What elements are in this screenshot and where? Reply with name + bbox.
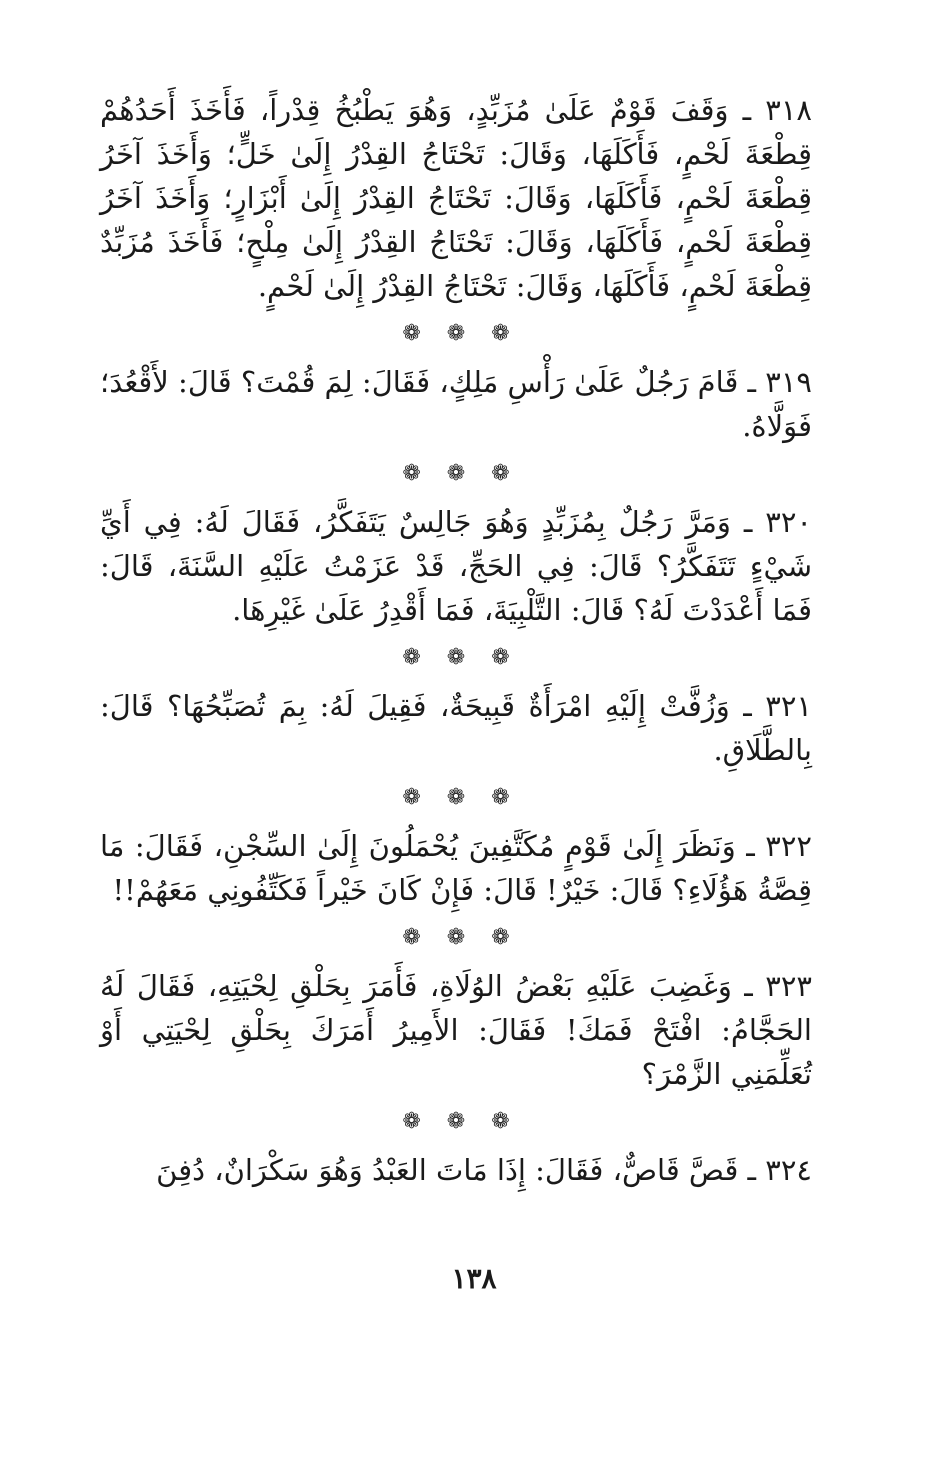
page-number: ١٣٨ [451,1262,497,1295]
entry-318: ٣١٨ ـ وَقَفَ قَوْمٌ عَلَىٰ مُزَبِّدٍ، وَهُوَ يَطْبُخُ قِدْراً، فَأَخَذَ أَحَدُهُمْ قِطْعَةَ لَحْمٍ، فَأَكَلَهَا، وَقَالَ: تَحْتَاجُ القِدْرُ إِلَىٰ خَلٍّ؛ وَأَخَذَ آخَرُ قِطْعَةَ لَحْمٍ، فَأَكَلَهَا، وَقَالَ: تَحْتَاجُ القِدْرُ إِلَىٰ أَبْزَارٍ؛ وَأَخَذَ آخَرُ قِطْعَةَ لَحْمٍ، فَأَكَلَهَا، وَقَالَ: تَحْتَاجُ القِدْرُ إِلَىٰ مِلْحٍ؛ فَأَخَذَ مُزَبِّدٌ قِطْعَةَ لَحْمٍ، فَأَكَلَهَا، وَقَالَ: تَحْتَاجُ القِدْرُ إِلَىٰ لَحْمٍ. [100,93,812,303]
flower-ornament-icon: ❁ [402,785,421,810]
page-body [100,88,812,1192]
entry-319: ٣١٩ ـ قَامَ رَجُلٌ عَلَىٰ رَأْسِ مَلِكٍ، فَقَالَ: لِمَ قُمْتَ؟ قَالَ: لأَقْعُدَ؛ فَوَلَّاهُ. [100,365,812,443]
section-divider [100,912,812,964]
flower-ornament-icon: ❁ [402,645,421,670]
flower-ornament-icon: ❁ [402,1109,421,1134]
flower-ornament-icon: ❁ [491,321,510,346]
flower-ornament-icon: ❁ [491,925,510,950]
flower-ornament-icon: ❁ [491,461,510,486]
entry-320: ٣٢٠ ـ وَمَرَّ رَجُلٌ بِمُزَبِّدٍ وَهُوَ جَالِسٌ يَتَفَكَّرُ، فَقَالَ لَهُ: فِي أَيِّ شَيْءٍ تَتَفَكَّرُ؟ قَالَ: فِي الحَجِّ، قَدْ عَزَمْتُ عَلَيْهِ السَّنَةَ، قَالَ: فَمَا أَعْدَدْتَ لَهُ؟ قَالَ: التَّلْبِيَةَ، فَمَا أَقْدِرُ عَلَىٰ غَيْرِهَا. [100,505,812,627]
section-divider [100,1096,812,1148]
flower-ornament-icon: ❁ [446,321,466,346]
flower-ornament-icon: ❁ [446,925,466,950]
flower-ornament-icon: ❁ [446,645,466,670]
flower-ornament-icon: ❁ [402,925,421,950]
entry-322: ٣٢٢ ـ وَنَظَرَ إِلَىٰ قَوْمٍ مُكَتَّفِينَ يُحْمَلُونَ إِلَىٰ السِّجْنِ، فَقَالَ: مَا قِصَّةُ هَؤُلَاءِ؟ قَالَ: خَيْرٌ! قَالَ: فَإِنْ كَانَ خَيْراً فَكَتِّفُونِي مَعَهُمْ!! [100,829,812,907]
entry-324: ٣٢٤ ـ قَصَّ قَاصٌّ، فَقَالَ: إِذَا مَاتَ العَبْدُ وَهُوَ سَكْرَانٌ، دُفِنَ [156,1153,812,1187]
section-divider [100,308,812,360]
entry-321: ٣٢١ ـ وَزُفَّتْ إِلَيْهِ امْرَأَةٌ قَبِيحَةٌ، فَقِيلَ لَهُ: بِمَ تُصَبِّحُهَا؟ قَالَ: بِالطَّلَاقِ. [100,689,812,767]
flower-ornament-icon: ❁ [491,785,510,810]
section-divider [100,448,812,500]
section-divider [100,632,812,684]
flower-ornament-icon: ❁ [491,1109,510,1134]
flower-ornament-icon: ❁ [446,461,466,486]
entry-323: ٣٢٣ ـ وَغَضِبَ عَلَيْهِ بَعْضُ الوُلَاةِ، فَأَمَرَ بِحَلْقِ لِحْيَتِهِ، فَقَالَ لَهُ الحَجَّامُ: افْتَحْ فَمَكَ! فَقَالَ: الأَمِيرُ أَمَرَكَ بِحَلْقِ لِحْيَتِي أَوْ تُعَلِّمَنِي الزَّمْرَ؟ [100,969,812,1091]
flower-ornament-icon: ❁ [402,321,421,346]
flower-ornament-icon: ❁ [491,645,510,670]
section-divider [100,772,812,824]
flower-ornament-icon: ❁ [446,1109,466,1134]
flower-ornament-icon: ❁ [402,461,421,486]
flower-ornament-icon: ❁ [446,785,466,810]
